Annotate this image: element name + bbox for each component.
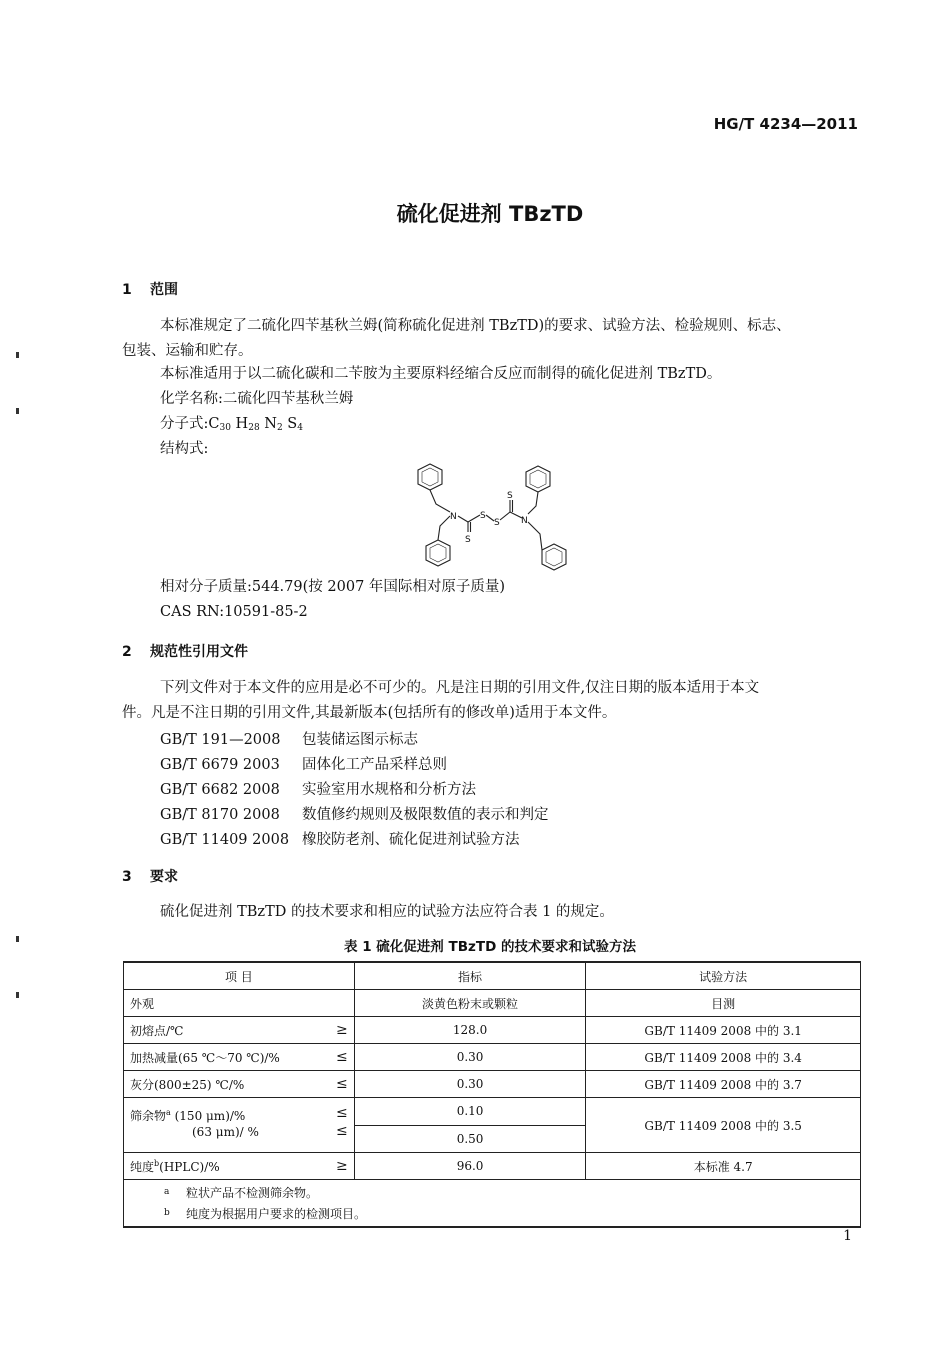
reference-code: GB/T 6682 2008 — [160, 782, 280, 798]
reference-title: 实验室用水规格和分析方法 — [302, 782, 476, 798]
formula-s: S — [282, 416, 298, 432]
header-item: 项 目 — [124, 962, 355, 990]
table-row — [124, 1071, 861, 1098]
section-3-heading — [122, 866, 178, 886]
note-text: 粒状产品不检测筛余物。 — [186, 1186, 319, 1200]
comparison-symbol: ≥ — [335, 1157, 348, 1174]
normative-line-2: 件。凡是不注日期的引用文件,其最新版本(包括所有的修改单)适用于本文件。 — [122, 705, 617, 721]
item-label: 灰分(800±25) ℃/% — [130, 1077, 245, 1092]
table-row — [124, 1153, 861, 1180]
spec-sieve-150: 0.10 — [354, 1098, 586, 1126]
reference-code: GB/T 6679 2003 — [160, 757, 280, 773]
table-caption: 表 1 硫化促进剂 TBzTD 的技术要求和试验方法 — [344, 939, 636, 955]
sieve-line-2: (63 μm)/ % — [192, 1125, 259, 1139]
atom-s-bridge-2: S — [494, 518, 500, 528]
applicability-paragraph: 本标准适用于以二硫化碳和二苄胺为主要原料经缩合反应而制得的硫化促进剂 TBzTD。 — [160, 366, 722, 382]
chemical-name: 化学名称:二硫化四苄基秋兰姆 — [160, 391, 354, 407]
molecular-mass: 相对分子质量:544.79(按 2007 年国际相对原子质量) — [160, 579, 506, 595]
footnote-mark: b — [154, 1158, 160, 1168]
method-appearance: 目测 — [586, 990, 861, 1017]
normative-refs-paragraph — [122, 676, 862, 726]
reference-code: GB/T 11409 2008 — [160, 832, 290, 848]
comparison-symbol: ≤ — [335, 1105, 348, 1121]
atom-s-left-bottom: S — [465, 535, 471, 545]
page-number: 1 — [843, 1228, 852, 1244]
item-heat-loss — [124, 1044, 355, 1071]
table-note — [124, 1182, 854, 1203]
atom-n-right: N — [521, 516, 528, 526]
section-number: 1 — [122, 282, 132, 298]
reference-item — [160, 803, 549, 824]
standard-code: HG/T 4234—2011 — [713, 115, 858, 133]
note-text: 纯度为根据用户要求的检测项目。 — [186, 1207, 367, 1221]
note-mark: b — [164, 1208, 170, 1218]
scope-paragraph — [122, 314, 862, 364]
spec-table — [123, 961, 861, 1228]
reference-title: 包装储运图示标志 — [302, 732, 418, 748]
table-header-row — [124, 962, 861, 990]
reference-item — [160, 778, 476, 799]
spec-heat-loss: 0.30 — [354, 1044, 586, 1071]
sieve-line-1: 筛余物$^a$ (150 μm)/% — [130, 1108, 246, 1123]
footnote-mark: a — [166, 1108, 171, 1117]
reference-item — [160, 753, 447, 774]
spec-appearance: 淡黄色粉末或颗粒 — [354, 990, 586, 1017]
reference-code: GB/T 8170 2008 — [160, 807, 280, 823]
spec-ash: 0.30 — [354, 1071, 586, 1098]
structural-formula-diagram — [404, 460, 584, 578]
reference-item — [160, 828, 520, 849]
method-purity: 本标准 4.7 — [586, 1153, 861, 1180]
table-notes — [124, 1180, 861, 1228]
comparison-symbol: ≥ — [335, 1021, 348, 1038]
atom-n-left: N — [450, 512, 457, 522]
comparison-symbol: ≤ — [335, 1048, 348, 1065]
margin-mark — [16, 408, 19, 414]
comparison-symbol: ≤ — [335, 1075, 348, 1092]
formula-n-count: 2 — [276, 423, 283, 433]
header-method: 试验方法 — [586, 962, 861, 990]
document-title: 硫化促进剂 TBzTD — [396, 202, 584, 226]
formula-h-count: 28 — [248, 423, 260, 433]
item-purity: 纯度$^b$(HPLC)/% ≥ — [124, 1153, 355, 1180]
item-appearance: 外观 — [124, 990, 355, 1017]
reference-item — [160, 728, 418, 749]
method-melting: GB/T 11409 2008 中的 3.1 — [586, 1017, 861, 1044]
formula-c: C — [208, 416, 220, 432]
structure-label: 结构式: — [160, 441, 209, 457]
cas-number: CAS RN:10591-85-2 — [160, 604, 308, 620]
reference-title: 固体化工产品采样总则 — [302, 757, 447, 773]
item-melting — [124, 1017, 355, 1044]
section-number: 3 — [122, 869, 132, 885]
formula-label: 分子式: — [160, 416, 209, 432]
item-ash — [124, 1071, 355, 1098]
margin-mark — [16, 352, 19, 358]
reference-code: GB/T 191—2008 — [160, 732, 281, 748]
note-mark: a — [164, 1187, 170, 1197]
formula-c-count: 30 — [219, 423, 231, 433]
section-2-heading — [122, 641, 248, 661]
method-sieve: GB/T 11409 2008 中的 3.5 — [586, 1098, 861, 1153]
formula-h: H — [230, 416, 249, 432]
spec-melting: 128.0 — [354, 1017, 586, 1044]
table-notes-row — [124, 1180, 861, 1228]
table-row — [124, 1044, 861, 1071]
section-title: 范围 — [150, 282, 178, 298]
reference-title: 橡胶防老剂、硫化促进剂试验方法 — [302, 832, 520, 848]
item-sieve — [124, 1098, 355, 1153]
normative-line-1: 下列文件对于本文件的应用是必不可少的。凡是注日期的引用文件,仅注日期的版本适用于本文 — [160, 680, 760, 696]
section-number: 2 — [122, 644, 132, 660]
table-row — [124, 990, 861, 1017]
atom-s-bridge-1: S — [480, 511, 486, 521]
formula-n: N — [259, 416, 277, 432]
section-title: 要求 — [150, 869, 178, 885]
comparison-symbol: ≤ — [335, 1123, 348, 1139]
table-row — [124, 1017, 861, 1044]
margin-mark — [16, 992, 19, 998]
table-note — [124, 1203, 854, 1224]
requirements-paragraph: 硫化促进剂 TBzTD 的技术要求和相应的试验方法应符合表 1 的规定。 — [160, 904, 614, 920]
section-title: 规范性引用文件 — [150, 644, 248, 660]
table-row — [124, 1098, 861, 1126]
reference-title: 数值修约规则及极限数值的表示和判定 — [302, 807, 549, 823]
method-heat-loss: GB/T 11409 2008 中的 3.4 — [586, 1044, 861, 1071]
header-spec: 指标 — [354, 962, 586, 990]
formula-s-count: 4 — [297, 423, 303, 433]
scope-line-2: 包装、运输和贮存。 — [122, 343, 253, 359]
scope-line-1: 本标准规定了二硫化四苄基秋兰姆(简称硫化促进剂 TBzTD)的要求、试验方法、检验规则、标志、 — [160, 318, 791, 334]
method-ash: GB/T 11409 2008 中的 3.7 — [586, 1071, 861, 1098]
atom-s-right-top: S — [507, 491, 513, 501]
spec-sieve-63: 0.50 — [354, 1125, 586, 1153]
spec-purity: 96.0 — [354, 1153, 586, 1180]
section-1-heading — [122, 279, 178, 299]
item-label: 初熔点/℃ — [130, 1023, 184, 1038]
item-label: 加热减量(65 ℃～70 ℃)/% — [130, 1050, 280, 1065]
